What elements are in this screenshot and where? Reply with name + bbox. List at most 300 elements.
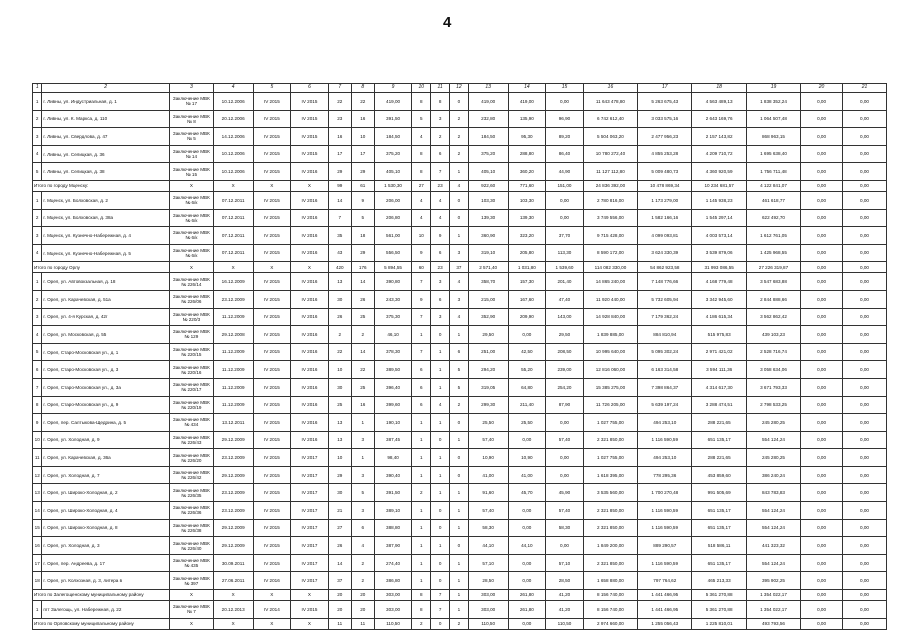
table-cell: 5 <box>351 209 374 227</box>
table-cell: 110,50 <box>546 618 584 629</box>
table-cell: IV 2017 <box>291 572 329 590</box>
table-cell: 405,10 <box>374 163 412 181</box>
table-cell: 16 <box>351 396 374 414</box>
table-cell: 395 902,25 <box>746 572 800 590</box>
table-cell: 261,80 <box>508 590 546 601</box>
table-cell: 0,00 <box>842 484 886 502</box>
table-cell: 1 <box>450 163 469 181</box>
table-cell: 1 849 200,00 <box>583 537 637 555</box>
table-cell: 07.12.2011 <box>213 191 253 209</box>
address-cell: г. Орел, ул. Холодная, д. 3 <box>42 537 170 555</box>
address-cell: г. Мценск, ул. Болховская, д. 38а <box>42 209 170 227</box>
address-cell: г. Орел, пер. Салтыкова-Щедрина, д. 5 <box>42 414 170 432</box>
table-cell: 3 <box>351 466 374 484</box>
table-row <box>33 466 887 484</box>
table-cell: 2 780 816,00 <box>583 191 637 209</box>
table-cell: IV 2015 <box>253 110 291 128</box>
table-cell: IV 2015 <box>253 484 291 502</box>
table-cell: 25 <box>351 308 374 326</box>
table-cell: 0,00 <box>842 290 886 308</box>
table-cell: 441 323,32 <box>746 537 800 555</box>
table-cell: 0,00 <box>508 618 546 629</box>
table-cell: 11.12.2009 <box>213 396 253 414</box>
table-row <box>33 145 887 163</box>
table-cell: 13 <box>328 431 351 449</box>
table-cell: 1 612 761,05 <box>746 227 800 245</box>
table-cell: 288 221,65 <box>692 414 746 432</box>
table-cell: 4 <box>450 308 469 326</box>
table-cell: 2 321 850,00 <box>583 431 637 449</box>
table-cell: 1 <box>450 554 469 572</box>
table-cell: 5 <box>351 484 374 502</box>
column-number: 5 <box>253 84 291 93</box>
table-cell: 303,00 <box>374 601 412 619</box>
row-number: 14 <box>33 502 42 520</box>
table-cell: 96,90 <box>546 110 584 128</box>
table-cell: 99 <box>328 180 351 191</box>
table-cell: 387,90 <box>374 537 412 555</box>
column-number-row <box>33 84 887 93</box>
subtotal-label: Итого по городу Мценску: <box>33 180 170 191</box>
table-cell: 515 975,83 <box>692 326 746 344</box>
table-cell: 139,30 <box>508 209 546 227</box>
table-cell: 0,00 <box>842 180 886 191</box>
table-cell: 0,00 <box>546 414 584 432</box>
table-cell: 20.12.2013 <box>213 601 253 619</box>
table-cell: 0,00 <box>842 128 886 146</box>
table-cell: 29.12.2009 <box>213 537 253 555</box>
table-cell: 205,80 <box>508 244 546 262</box>
table-cell: Х <box>169 180 213 191</box>
table-cell: 0,00 <box>842 590 886 601</box>
table-cell: 0,00 <box>842 414 886 432</box>
table-cell: 1 <box>412 519 431 537</box>
table-cell: Х <box>291 618 329 629</box>
table-cell: IV 2016 <box>291 326 329 344</box>
table-cell: 651 135,17 <box>692 431 746 449</box>
table-cell: 10 478 869,34 <box>638 180 692 191</box>
table-cell: IV 2015 <box>253 191 291 209</box>
address-cell: г. Ливны, ул. Свердлова, д. 47 <box>42 128 170 146</box>
address-cell: г. Орел, Старо-Московская ул., д. 3 <box>42 361 170 379</box>
table-cell: 3 749 556,00 <box>583 209 637 227</box>
row-number: 6 <box>33 361 42 379</box>
table-cell: 0,00 <box>801 180 843 191</box>
table-cell: 4 <box>351 537 374 555</box>
subtotal-row <box>33 262 887 273</box>
table-cell: 0,00 <box>842 537 886 555</box>
table-cell: 110,50 <box>374 618 412 629</box>
table-cell: 201,40 <box>546 273 584 291</box>
table-cell: 889 290,57 <box>638 537 692 555</box>
table-cell: 922,60 <box>468 180 508 191</box>
row-number: 12 <box>33 466 42 484</box>
table-cell: 991 505,69 <box>692 484 746 502</box>
table-cell: 390,40 <box>374 466 412 484</box>
table-body <box>33 84 887 630</box>
table-cell: 622 492,70 <box>746 209 800 227</box>
table-cell: 0,00 <box>801 273 843 291</box>
table-cell: 206,80 <box>374 209 412 227</box>
table-cell: 2 <box>412 484 431 502</box>
table-cell: 29 <box>351 163 374 181</box>
table-cell: 16.12.2009 <box>213 273 253 291</box>
table-cell: 58,30 <box>468 519 508 537</box>
table-cell: 45,70 <box>508 484 546 502</box>
address-cell: пгт Залегощь, ул. Набережная, д. 22 <box>42 601 170 619</box>
table-cell: 419,00 <box>468 93 508 111</box>
table-row <box>33 273 887 291</box>
table-cell: 0,00 <box>508 326 546 344</box>
table-cell: 11.12.2009 <box>213 361 253 379</box>
table-cell: 8 156 740,00 <box>583 601 637 619</box>
table-cell: 3 539 879,06 <box>692 244 746 262</box>
table-cell: 184,50 <box>374 128 412 146</box>
table-cell: 1 <box>431 484 450 502</box>
table-cell: 43 <box>328 244 351 262</box>
table-cell: 319,10 <box>468 244 508 262</box>
table-cell: 390,80 <box>374 273 412 291</box>
table-cell: 4 563 489,13 <box>692 93 746 111</box>
table-row <box>33 601 887 619</box>
table-cell: 391,50 <box>374 484 412 502</box>
table-cell: 11.12.2009 <box>213 378 253 396</box>
table-cell: 35 <box>328 227 351 245</box>
table-cell: 5 361 270,88 <box>692 590 746 601</box>
table-cell: 10 <box>328 361 351 379</box>
conclusion-cell: Заключение МВК № 220/3 <box>169 308 213 326</box>
table-cell: 2 <box>450 110 469 128</box>
table-cell: 10,90 <box>508 449 546 467</box>
table-row <box>33 308 887 326</box>
table-cell: IV 2016 <box>291 361 329 379</box>
address-cell: г. Ливны, ул. Индустриальная, д. 1 <box>42 93 170 111</box>
table-cell: 0,00 <box>546 449 584 467</box>
table-cell: 3 624 330,39 <box>638 244 692 262</box>
table-cell: 8 <box>412 590 431 601</box>
table-cell: 4 <box>412 191 431 209</box>
row-number: 5 <box>33 343 42 361</box>
table-cell: 0,00 <box>546 209 584 227</box>
table-cell: 0,00 <box>842 618 886 629</box>
column-number: 6 <box>291 84 329 93</box>
table-cell: 30 <box>328 290 351 308</box>
table-cell: IV 2016 <box>291 244 329 262</box>
table-cell: 3 288 474,51 <box>692 396 746 414</box>
conclusion-cell: Заключение МВК № 226/14 <box>169 273 213 291</box>
table-cell: IV 2015 <box>253 502 291 520</box>
table-cell: Х <box>291 180 329 191</box>
table-cell: 10 995 640,00 <box>583 343 637 361</box>
table-cell: 23 <box>431 262 450 273</box>
table-cell: 7 <box>431 163 450 181</box>
column-number: 16 <box>583 84 637 93</box>
table-cell: 8 156 740,00 <box>583 590 637 601</box>
column-number: 4 <box>213 84 253 93</box>
table-cell: IV 2015 <box>253 343 291 361</box>
table-cell: Х <box>169 618 213 629</box>
table-cell: 27 <box>328 519 351 537</box>
row-number: 17 <box>33 554 42 572</box>
table-cell: 07.12.2011 <box>213 244 253 262</box>
table-cell: 1 <box>431 378 450 396</box>
table-cell: 0,00 <box>842 601 886 619</box>
table-cell: 86,40 <box>546 145 584 163</box>
table-cell: Х <box>253 262 291 273</box>
table-cell: 2 <box>351 326 374 344</box>
table-cell: IV 2017 <box>291 554 329 572</box>
table-cell: 11.12.2009 <box>213 308 253 326</box>
table-cell: 23.12.2009 <box>213 290 253 308</box>
row-number: 10 <box>33 431 42 449</box>
table-cell: IV 2015 <box>253 93 291 111</box>
table-cell: 2 528 716,74 <box>746 343 800 361</box>
table-cell: IV 2015 <box>253 128 291 146</box>
table-cell: 23 <box>431 180 450 191</box>
address-cell: г. Ливны, ул. Селицкая, д. 38 <box>42 163 170 181</box>
table-cell: 206,00 <box>374 191 412 209</box>
table-cell: 651 135,17 <box>692 519 746 537</box>
table-cell: 25,50 <box>508 414 546 432</box>
table-cell: 5 095 302,24 <box>638 343 692 361</box>
table-cell: 1 116 590,59 <box>638 519 692 537</box>
conclusion-cell: Заключение МВК № 7 <box>169 601 213 619</box>
table-cell: Х <box>213 618 253 629</box>
address-cell: г. Орел, ул. Колхозная, д. 3, литера в <box>42 572 170 590</box>
table-cell: 41,20 <box>546 590 584 601</box>
table-cell: 5 <box>450 378 469 396</box>
column-number: 20 <box>801 84 843 93</box>
table-cell: 493 793,56 <box>746 618 800 629</box>
table-cell: 243,30 <box>374 290 412 308</box>
table-cell: 12 816 060,00 <box>583 361 637 379</box>
table-cell: 0,00 <box>801 484 843 502</box>
table-cell: IV 2016 <box>291 273 329 291</box>
table-cell: 0,00 <box>546 466 584 484</box>
table-cell: 0 <box>450 414 469 432</box>
conclusion-cell: Заключение МВК № 8 <box>169 110 213 128</box>
table-cell: 1 225 810,01 <box>692 618 746 629</box>
table-cell: 3 <box>431 308 450 326</box>
table-cell: 23.12.2009 <box>213 502 253 520</box>
table-cell: 274,40 <box>374 554 412 572</box>
table-cell: 10.12.2006 <box>213 145 253 163</box>
table-cell: 28,50 <box>468 572 508 590</box>
address-cell: г. Орел, Старо-Московская ул., д. 1 <box>42 343 170 361</box>
conclusion-cell: Заключение МВК № 129 <box>169 326 213 344</box>
table-cell: IV 2016 <box>291 396 329 414</box>
table-cell: 7 179 362,24 <box>638 308 692 326</box>
table-cell: 5 263 675,43 <box>638 93 692 111</box>
table-cell: 14 928 840,00 <box>583 308 637 326</box>
table-cell: 419,00 <box>508 93 546 111</box>
table-cell: 419,00 <box>374 93 412 111</box>
table-cell: 29.12.2009 <box>213 431 253 449</box>
table-cell: 0,00 <box>842 466 886 484</box>
table-cell: IV 2015 <box>253 145 291 163</box>
table-cell: 20 <box>351 601 374 619</box>
table-cell: 405,10 <box>468 163 508 181</box>
table-cell: 288,80 <box>508 145 546 163</box>
table-cell: 518 586,11 <box>692 537 746 555</box>
table-cell: 27 226 319,87 <box>746 262 800 273</box>
table-cell: 11 920 440,00 <box>583 290 637 308</box>
column-number: 1 <box>33 84 42 93</box>
table-cell: 0,00 <box>842 262 886 273</box>
table-cell: IV 2015 <box>253 326 291 344</box>
table-cell: 294,20 <box>468 361 508 379</box>
table-cell: 0,00 <box>842 326 886 344</box>
table-cell: 0,00 <box>546 191 584 209</box>
table-cell: IV 2015 <box>291 128 329 146</box>
table-cell: 211,40 <box>508 396 546 414</box>
row-number: 1 <box>33 191 42 209</box>
table-cell: 2 974 660,00 <box>583 618 637 629</box>
table-cell: 57,40 <box>546 502 584 520</box>
table-cell: 396,40 <box>374 378 412 396</box>
table-cell: 9 715 428,00 <box>583 227 637 245</box>
table-cell: 1 354 022,17 <box>746 601 800 619</box>
table-cell: 5 504 063,20 <box>583 128 637 146</box>
conclusion-cell: Заключение МВК № 14 <box>169 145 213 163</box>
table-cell: 288 221,65 <box>692 449 746 467</box>
table-cell: 17 <box>328 145 351 163</box>
table-cell: 0,00 <box>842 519 886 537</box>
table-cell: IV 2014 <box>253 601 291 619</box>
table-cell: 386 240,24 <box>746 466 800 484</box>
table-cell: 1 <box>450 590 469 601</box>
table-cell: 7 <box>431 601 450 619</box>
row-number: 1 <box>33 601 42 619</box>
table-cell: 261,80 <box>508 601 546 619</box>
table-cell: 554 124,24 <box>746 502 800 520</box>
table-cell: 375,20 <box>468 145 508 163</box>
conclusion-cell: Заключение МВК № 6/к <box>169 209 213 227</box>
table-cell: 1 173 279,00 <box>638 191 692 209</box>
table-cell: 1 255 056,43 <box>638 618 692 629</box>
table-cell: 10 780 272,40 <box>583 145 637 163</box>
table-cell: 7 <box>412 343 431 361</box>
table-cell: 8 <box>412 145 431 163</box>
table-cell: 375,20 <box>374 145 412 163</box>
table-cell: 30 <box>328 484 351 502</box>
table-cell: 1 116 590,59 <box>638 431 692 449</box>
table-cell: 07.12.2011 <box>213 209 253 227</box>
table-cell: IV 2015 <box>253 414 291 432</box>
table-cell: 23 <box>328 110 351 128</box>
table-cell: 27 <box>412 180 431 191</box>
table-cell: 17 <box>351 145 374 163</box>
table-row <box>33 244 887 262</box>
table-cell: 5 009 480,73 <box>638 163 692 181</box>
table-cell: 1 <box>412 466 431 484</box>
table-cell: 3 <box>450 290 469 308</box>
table-cell: 135,90 <box>508 110 546 128</box>
row-number: 4 <box>33 326 42 344</box>
table-cell: 87,90 <box>546 396 584 414</box>
table-cell: 461 618,77 <box>746 191 800 209</box>
table-cell: 4 <box>412 128 431 146</box>
table-cell: 323,20 <box>508 227 546 245</box>
table-row <box>33 361 887 379</box>
table-cell: 15 385 275,00 <box>583 378 637 396</box>
table-cell: IV 2016 <box>291 308 329 326</box>
address-cell: г. Орел, Старо-Московская ул., д. 3а <box>42 378 170 396</box>
table-cell: 25,50 <box>468 414 508 432</box>
table-cell: 771,60 <box>508 180 546 191</box>
table-cell: 303,00 <box>468 590 508 601</box>
table-cell: Х <box>291 590 329 601</box>
table-cell: 11 726 205,00 <box>583 396 637 414</box>
table-cell: 4 <box>450 180 469 191</box>
table-cell: 1 839 885,00 <box>583 326 637 344</box>
address-cell: г. Мценск, ул. Болховская, д. 2 <box>42 191 170 209</box>
table-row <box>33 326 887 344</box>
table-cell: 23.12.2009 <box>213 449 253 467</box>
conclusion-cell: Заключение МВК № 6/к <box>169 244 213 262</box>
table-cell: 2 157 143,82 <box>692 128 746 146</box>
subtotal-label: Итого по Орловскому муниципальному району <box>33 618 170 629</box>
conclusion-cell: Заключение МВК № 226/20 <box>169 449 213 467</box>
table-cell: 3 671 793,33 <box>746 378 800 396</box>
table-cell: IV 2015 <box>253 290 291 308</box>
table-cell: 0,00 <box>801 128 843 146</box>
table-row <box>33 519 887 537</box>
table-cell: 651 135,17 <box>692 502 746 520</box>
table-cell: 37,70 <box>546 227 584 245</box>
table-cell: 44,10 <box>468 537 508 555</box>
table-cell: 151,00 <box>546 180 584 191</box>
table-cell: 0 <box>450 449 469 467</box>
conclusion-cell: Заключение МВК № 226/42 <box>169 466 213 484</box>
table-row <box>33 378 887 396</box>
row-number: 1 <box>33 273 42 291</box>
table-cell: 58,30 <box>546 519 584 537</box>
table-cell: 11 <box>351 618 374 629</box>
table-cell: 465 213,33 <box>692 572 746 590</box>
column-number: 8 <box>351 84 374 93</box>
conclusion-cell: Заключение МВК № 435 <box>169 554 213 572</box>
table-row <box>33 227 887 245</box>
table-cell: 453 859,60 <box>692 466 746 484</box>
table-cell: 1 064 507,48 <box>746 110 800 128</box>
table-cell: 64,80 <box>508 378 546 396</box>
table-cell: 10.12.2006 <box>213 93 253 111</box>
table-cell: 9 <box>351 191 374 209</box>
table-cell: 27.06.2011 <box>213 572 253 590</box>
table-cell: 8 <box>431 93 450 111</box>
table-cell: 651 135,17 <box>692 554 746 572</box>
table-cell: 29.12.2008 <box>213 326 253 344</box>
table-cell: IV 2015 <box>291 601 329 619</box>
table-cell: 0 <box>431 572 450 590</box>
table-row <box>33 128 887 146</box>
table-cell: 8 590 172,00 <box>583 244 637 262</box>
table-cell: 37 <box>328 572 351 590</box>
row-number: 1 <box>33 93 42 111</box>
table-cell: 0,00 <box>801 601 843 619</box>
table-cell: 1 <box>450 484 469 502</box>
table-cell: 57,40 <box>468 431 508 449</box>
table-cell: IV 2017 <box>291 502 329 520</box>
table-cell: 89,20 <box>546 128 584 146</box>
address-cell: г. Ливны, ул. К. Маркса, д. 110 <box>42 110 170 128</box>
table-cell: IV 2017 <box>291 449 329 467</box>
table-cell: 1 <box>450 519 469 537</box>
table-cell: IV 2016 <box>291 227 329 245</box>
row-number: 4 <box>33 244 42 262</box>
table-row <box>33 449 887 467</box>
